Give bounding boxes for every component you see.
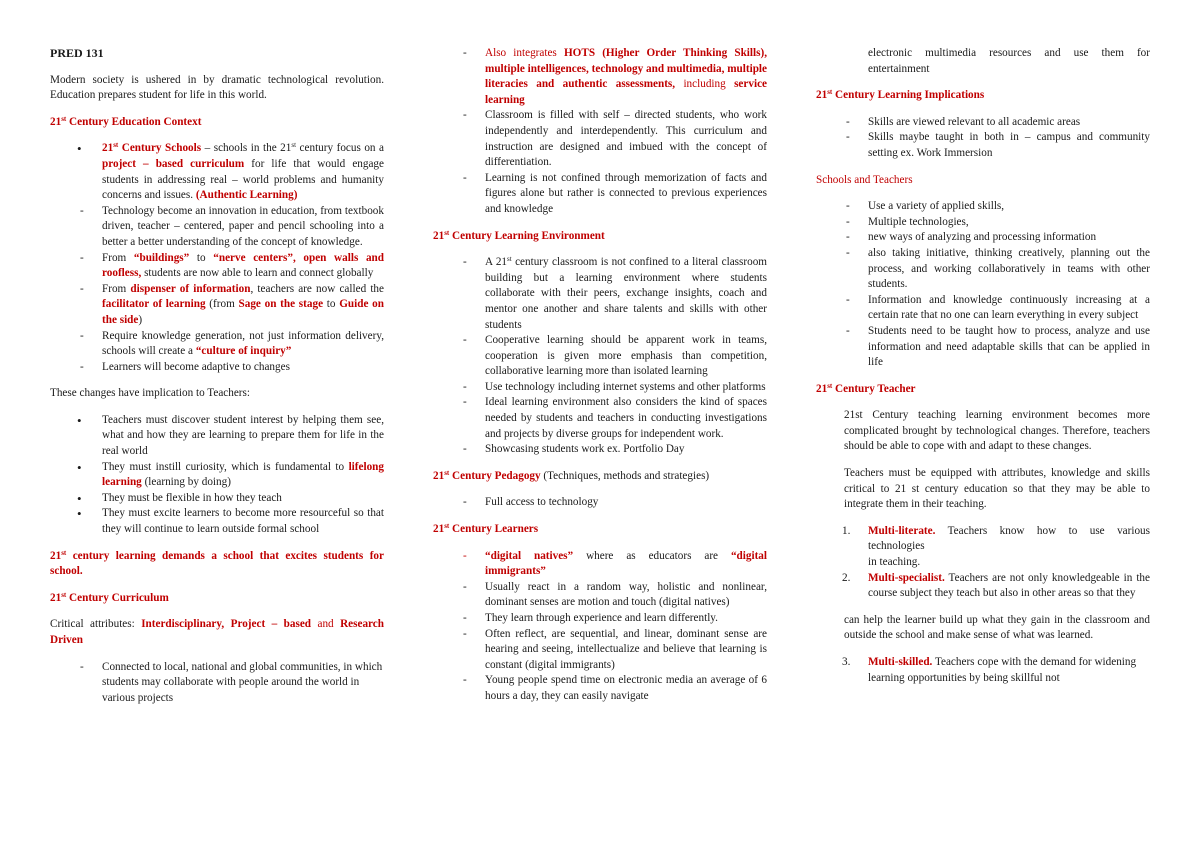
heading-learners: 21st Century Learners [433, 522, 539, 536]
list-item: - Require knowledge generation, not just information delivery, schools will create a “culture of inquiry” [50, 329, 384, 360]
heading-schools-teachers: Schools and Teachers [816, 173, 913, 186]
teacher-paragraph-3: can help the learner build up what they gain in the classroom and outside the school and make sense of what was learned. [844, 613, 1150, 642]
list-item: - Connected to local, national and global communities, in which students may collaborate with people around the world in various projects [50, 660, 384, 707]
list-item: - From “buildings” to “nerve centers”, open walls and roofless, students are now able to learn and connect globally [50, 251, 384, 282]
schools-list [50, 141, 384, 375]
list-item: - Information and knowledge continuously increasing at a certain rate that no one can learn everything in every subject [816, 293, 1150, 324]
list-item: - Use a variety of applied skills, [816, 199, 1150, 215]
curriculum-list-continued [433, 46, 767, 218]
list-item: • 21st Century Schools – schools in the 21st century focus on a project – based curriculum for life that would engage students in addressing real – world problems and humanity concerns and issues. (Authentic Learning) [50, 141, 384, 203]
list-item: - Cooperative learning should be apparent work in teams, cooperation is given more emphasis than competition, collaborative learning more than isolated learning [433, 333, 767, 380]
changes-intro: These changes have implication to Teachers: [50, 387, 250, 400]
column-3 [816, 46, 1150, 686]
intro-paragraph: Modern society is ushered in by dramatic technological revolution. Education prepares student for life in this world. [50, 73, 384, 102]
column-2 [433, 46, 767, 705]
learners-list [433, 549, 767, 705]
heading-education-context: 21st Century Education Context [50, 114, 202, 128]
pedagogy-list [433, 495, 767, 511]
teacher-attributes-list-continued [816, 655, 1150, 686]
demands-statement: 21st century learning demands a school that excites students for school. [50, 548, 384, 578]
list-item: - Multiple technologies, [816, 215, 1150, 231]
list-item: • Teachers must discover student interest by helping them see, what and how they are learning to prepare them for life in the real world [50, 413, 384, 460]
list-item: - Young people spend time on electronic media an average of 6 hours a day, they can easily navigate [433, 673, 767, 704]
list-item: 3. Multi-skilled. Teachers cope with the demand for widening learning opportunities by being skillful not [842, 656, 1137, 684]
list-item: - Skills are viewed relevant to all academic areas [816, 115, 1150, 131]
list-item: - They learn through experience and learn differently. [433, 611, 767, 627]
list-item: 2. Multi-specialist. Teachers are not only knowledgeable in the course subject they teach but also in other areas so that they [842, 571, 1150, 600]
teacher-paragraph-2: Teachers must be equipped with attributes, knowledge and skills critical to 21 st century education so that they may be able to integrate them in their teaching. [844, 467, 1150, 511]
teacher-attributes-list [816, 524, 1150, 602]
schools-teachers-list [816, 199, 1150, 371]
teacher-paragraph-1: 21st Century teaching learning environment becomes more complicated brought by technological changes. Therefore, teachers should be able to cope with and adapt to these changes. [844, 409, 1150, 453]
list-item: - Technology become an innovation in education, from textbook driven, teacher – centered, paper and pencil schooling into a better a better understanding of the concept of knowledge. [50, 204, 384, 251]
heading-pedagogy: 21st Century Pedagogy (Techniques, methods and strategies) [433, 468, 710, 482]
list-item: - also taking initiative, thinking creatively, planning out the process, and working collaboratively in teams with other students. [816, 246, 1150, 293]
list-item: - “digital natives” where as educators are “digital immigrants” [433, 549, 767, 580]
list-item: - Usually react in a random way, holistic and nonlinear, dominant senses are motion and touch (digital natives) [433, 580, 767, 611]
list-item: - Ideal learning environment also considers the kind of spaces needed by students and teachers in conducting investigations and projects by diverse groups for independent work. [433, 395, 767, 442]
continued-text: electronic multimedia resources and use them for entertainment [868, 47, 1150, 75]
course-title: PRED 131 [50, 46, 104, 60]
list-item: - new ways of analyzing and processing information [816, 230, 1150, 246]
list-item: - Learners will become adaptive to changes [50, 360, 384, 376]
list-item: • They must instill curiosity, which is fundamental to lifelong learning (learning by doing) [50, 460, 384, 491]
list-item: - Skills maybe taught in both in – campus and community setting ex. Work Immersion [816, 130, 1150, 161]
environment-list [433, 255, 767, 458]
heading-teacher: 21st Century Teacher [816, 381, 916, 395]
list-item: - Learning is not confined through memorization of facts and figures alone but rather is connected to previous experiences and knowledge [433, 171, 767, 218]
list-item: • They must be flexible in how they teach [50, 491, 384, 507]
curriculum-list [50, 660, 384, 707]
list-item: - Also integrates HOTS (Higher Order Thinking Skills), multiple intelligences, technology and multimedia, multiple literacies and authentic assessments, including service learning [433, 46, 767, 108]
critical-attributes: Critical attributes: Interdisciplinary, Project – based and Research Driven [50, 618, 384, 646]
heading-curriculum: 21st Century Curriculum [50, 590, 169, 604]
list-item: - A 21st century classroom is not confined to a literal classroom building but a learning environment where students collaborate with their peers, exchange insights, coach and mentor one another and share talents and skills with other students [433, 255, 767, 333]
list-item: - Use technology including internet systems and other platforms [433, 380, 767, 396]
list-item: - Students need to be taught how to process, analyze and use information and need adaptable skills that can be applied in life [816, 324, 1150, 371]
list-item: • They must excite learners to become more resourceful so that they will continue to learn outside formal school [50, 506, 384, 537]
heading-learning-implications: 21st Century Learning Implications [816, 88, 985, 102]
list-item: - Often reflect, are sequential, and linear, dominant sense are hearing and seeing, intellectualize and believe that learning is constant (digital immigrants) [433, 627, 767, 674]
heading-learning-environment: 21st Century Learning Environment [433, 228, 605, 242]
list-item: 1. Multi-literate. Teachers know how to use various technologies in teaching. [842, 524, 1150, 569]
column-1 [50, 46, 384, 706]
list-item: - Full access to technology [433, 495, 767, 511]
implications-list [816, 115, 1150, 162]
list-item: - From dispenser of information, teachers are now called the facilitator of learning (from Sage on the stage to Guide on the side) [50, 282, 384, 329]
list-item: - Showcasing students work ex. Portfolio Day [433, 442, 767, 458]
teacher-implications-list [50, 413, 384, 538]
list-item: - Classroom is filled with self – directed students, who work independently and interdependently. This curriculum and instruction are designed and imbued with the concept of differentiation. [433, 108, 767, 170]
